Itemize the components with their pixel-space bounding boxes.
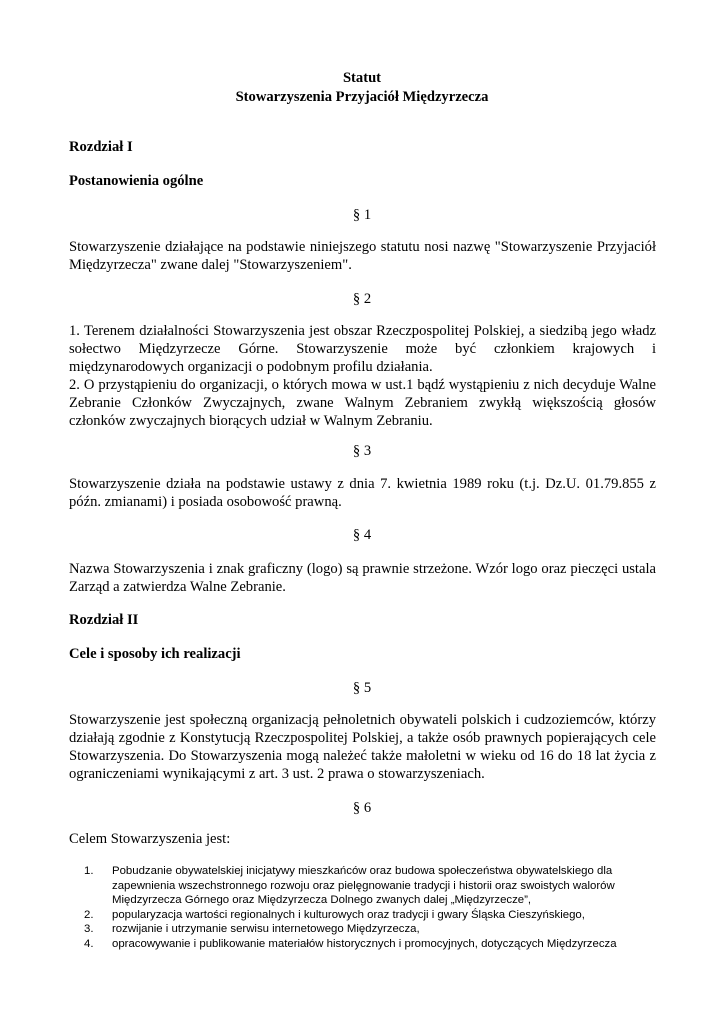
- chapter-2-label: Rozdział II: [69, 612, 139, 628]
- list-item-text: rozwijanie i utrzymanie serwisu internetowego Międzyrzecza,: [112, 923, 420, 936]
- section-3-paragraph: Stowarzyszenie działa na podstawie ustawy z dnia 7. kwietnia 1989 roku (t.j. Dz.U. 01.79.855 z późn. zmianami) i posiada osobowość prawną.: [69, 476, 656, 510]
- section-5-paragraph: Stowarzyszenie jest społeczną organizacją pełnoletnich obywateli polskich i cudzoziemców, którzy działają zgodnie z Konstytucją Rzeczpospolitej Polskiej, a także osób prawnych popierających cele Stowarzyszenia. Do Stowarzyszenia mogą należeć także małoletni w wieku od 16 do 18 lat życia z ograniczeniami wynikającymi z art. 3 ust. 2 prawa o stowarzyszeniach.: [69, 712, 656, 782]
- section-6-sign: § 6: [352, 800, 372, 816]
- section-2-paragraph-1: 1. Terenem działalności Stowarzyszenia jest obszar Rzeczpospolitej Polskiej, a siedzibą jego władz sołectwo Międzyrzecze Górne. Stowarzyszenie może być członkiem krajowych i międzynarodowych organizacji o podobnym profilu działania.: [69, 323, 656, 375]
- section-3-sign: § 3: [352, 443, 372, 459]
- section-3-text: [69, 475, 656, 511]
- list-item: [84, 864, 664, 908]
- list-item-text: Pobudzanie obywatelskiej inicjatywy mieszkańców oraz budowa społeczeństwa obywatelskiego dla zapewnienia wszechstronnego rozwoju oraz pielęgnowanie tradycji i historii oraz swoistych walorów Międzyrzecza Górnego oraz Międzyrzecza Dolnego zwanych dalej „Międzyrzecze”,: [112, 865, 615, 907]
- list-item-text: popularyzacja wartości regionalnych i kulturowych oraz tradycji i gwary Śląska Cieszyńskiego,: [112, 908, 585, 921]
- list-item: [84, 922, 664, 937]
- list-item-number: 1.: [84, 865, 94, 877]
- section-4-sign: § 4: [352, 527, 372, 543]
- section-4-paragraph: Nazwa Stowarzyszenia i znak graficzny (logo) są prawnie strzeżone. Wzór logo oraz pieczęci ustala Zarząd a zatwierdza Walne Zebranie.: [69, 561, 656, 595]
- section-6-intro: [69, 830, 656, 848]
- list-item-number: 4.: [84, 937, 94, 950]
- section-2-sign: § 2: [352, 291, 372, 307]
- section-2-paragraph-2: 2. O przystąpieniu do organizacji, o których mowa w ust.1 bądź wystąpieniu z nich decyduje Walne Zebranie Członków Zwyczajnych, zwane Walnym Zebraniem zwykłą większością głosów członków zwyczajnych biorących udział w Walnym Zebraniu.: [69, 377, 656, 429]
- section-1-sign: § 1: [352, 207, 372, 223]
- list-item: [84, 937, 664, 952]
- document-title: Statut: [342, 70, 382, 86]
- section-5-text: [69, 711, 656, 783]
- document-subtitle: Stowarzyszenia Przyjaciół Międzyrzecza: [235, 89, 489, 105]
- list-item: [84, 908, 664, 923]
- section-2-text: [69, 322, 656, 430]
- section-6-intro-text: Celem Stowarzyszenia jest:: [69, 831, 231, 847]
- goals-list: [84, 864, 664, 952]
- chapter-1-label: Rozdział I: [69, 139, 133, 155]
- section-1-paragraph: Stowarzyszenie działające na podstawie niniejszego statutu nosi nazwę "Stowarzyszenie Przyjaciół Międzyrzecza" zwane dalej "Stowarzyszeniem".: [69, 239, 656, 273]
- section-1-text: [69, 238, 656, 274]
- section-4-text: [69, 560, 656, 596]
- list-item-number: 3.: [84, 923, 94, 936]
- list-item-text: opracowywanie i publikowanie materiałów historycznych i promocyjnych, dotyczących Międzyrzecza: [112, 937, 617, 950]
- chapter-1-heading: Postanowienia ogólne: [69, 173, 204, 189]
- chapter-2-heading: Cele i sposoby ich realizacji: [69, 646, 241, 662]
- section-5-sign: § 5: [352, 680, 372, 696]
- list-item-number: 2.: [84, 908, 94, 921]
